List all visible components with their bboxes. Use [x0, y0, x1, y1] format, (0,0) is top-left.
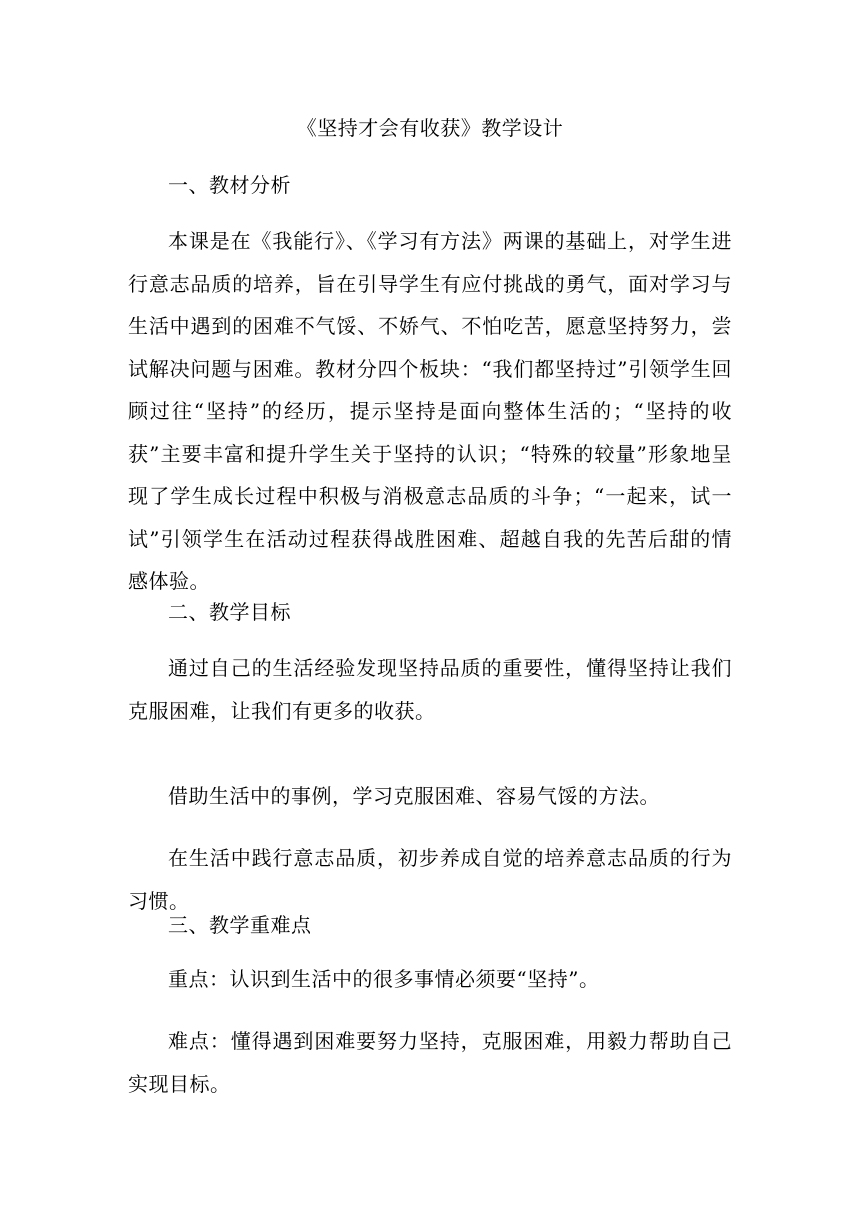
- paragraph-textbook-analysis: 本课是在《我能行》、《学习有方法》两课的基础上，对学生进行意志品质的培养，旨在引导学生有应付挑战的勇气，面对学习与生活中遇到的困难不气馁、不娇气、不怕吃苦，愿意坚持努力，尝试解决问题与困难。教材分四个板块：“我们都坚持过”引领学生回顾过往“坚持”的经历，提示坚持是面向整体生活的；“坚持的收获”主要丰富和提升学生关于坚持的认识；“特殊的较量”形象地呈现了学生成长过程中积极与消极意志品质的斗争；“一起来，试一试”引领学生在活动过程获得战胜困难、超越自我的先苦后甜的情感体验。: [128, 229, 732, 593]
- document-title: 《坚持才会有收获》教学设计: [296, 116, 564, 140]
- section-heading-teaching-goals: 二、教学目标: [168, 600, 291, 624]
- section-heading-key-points: 三、教学重难点: [168, 913, 312, 937]
- paragraph-goal-3: 在生活中践行意志品质，初步养成自觉的培养意志品质的行为习惯。: [128, 846, 732, 913]
- paragraph-difficult-point: 难点：懂得遇到困难要努力坚持，克服困难，用毅力帮助自己实现目标。: [128, 1029, 732, 1096]
- paragraph-key-point: 重点：认识到生活中的很多事情必须要“坚持”。: [168, 967, 600, 991]
- paragraph-goal-1: 通过自己的生活经验发现坚持品质的重要性，懂得坚持让我们克服困难，让我们有更多的收获。: [128, 656, 732, 723]
- paragraph-goal-2: 借助生活中的事例，学习克服困难、容易气馁的方法。: [168, 784, 660, 808]
- section-heading-textbook-analysis: 一、教材分析: [168, 173, 291, 197]
